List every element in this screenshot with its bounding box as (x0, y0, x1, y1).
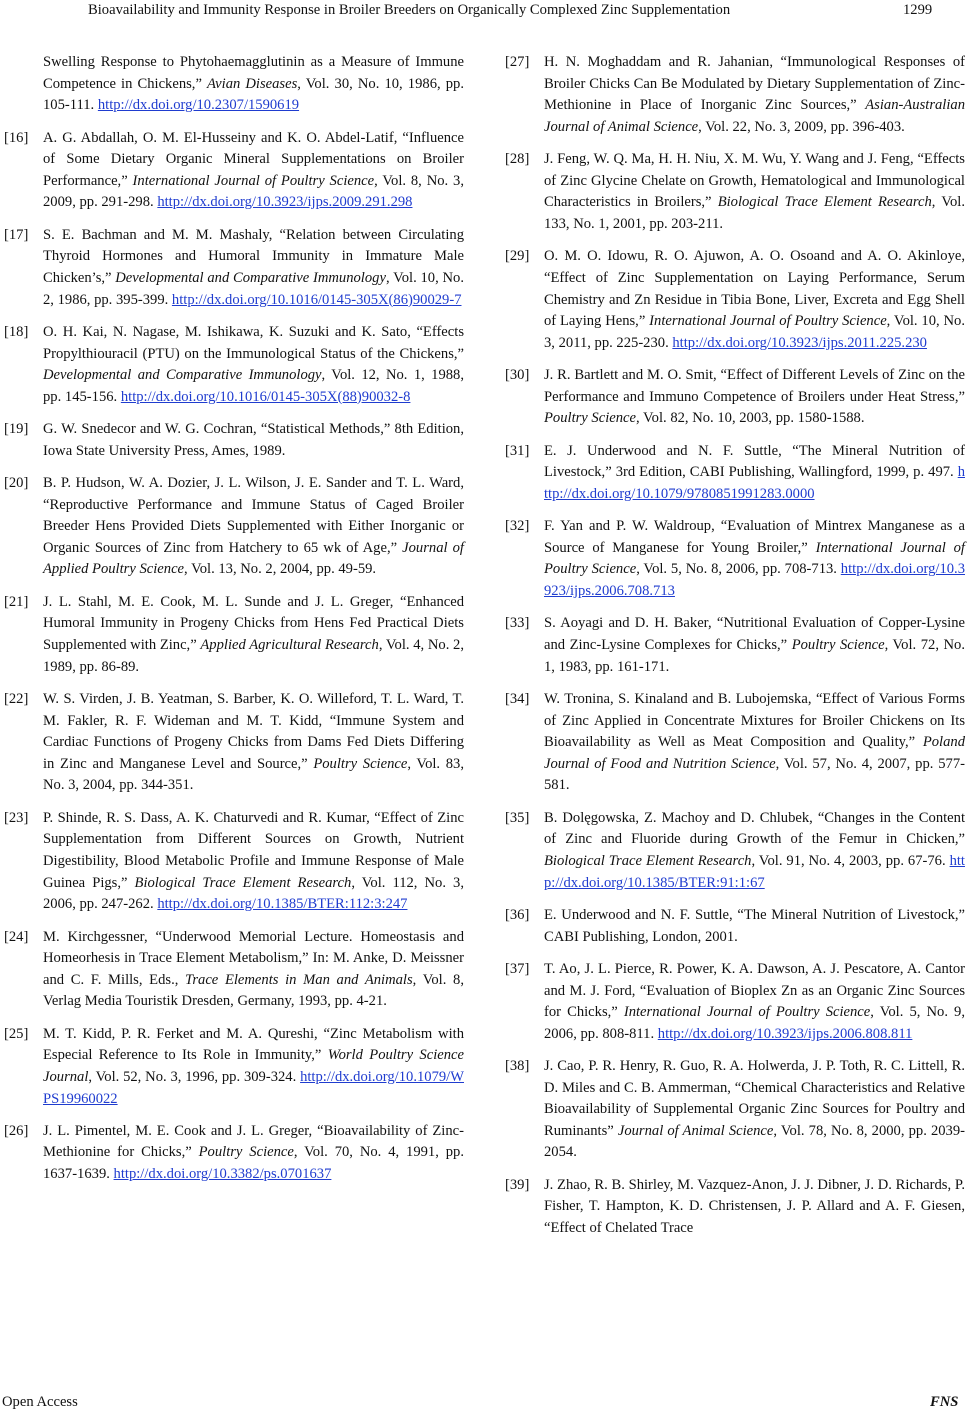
reference-text: , Vol. 8, No. 3, 2009, pp. 291-298. (43, 172, 464, 211)
reference-number: [32] (505, 518, 530, 535)
reference-text: H. N. Moghaddam and R. Jahanian, “Immunological Responses of Broiler Chicks Can Be Modulated by Dietary Supplementation of Zinc-Methionine in Place of Inorganic Zinc Sources,” (544, 54, 965, 114)
reference-number: [39] (505, 1176, 530, 1193)
reference-entry (4, 128, 464, 214)
reference-text: W. Tronina, S. Kinaland and B. Lubojemska, “Effect of Various Forms of Zinc Applied in Concentrate Mixtures for Broiler Chickens on Its Bioavailability as Well as Meat Composition and Quality,” (544, 691, 965, 751)
reference-text: , Vol. 8, Verlag Media Touristik Dresden, Germany, 1993, pp. 4-21. (43, 971, 464, 1010)
reference-text: P. Shinde, R. S. Dass, A. K. Chaturvedi and R. Kumar, “Effect of Zinc Supplementation from Different Sources on Growth, Nutrient Digestibility, Blood Metabolic Profile and Immune Response of Male Guinea Pigs,” (43, 809, 464, 891)
reference-entry (505, 246, 965, 354)
reference-source-title: Journal of Animal Science (617, 1122, 774, 1139)
reference-source-title: Poultry Science (544, 410, 636, 427)
reference-text: S. Aoyagi and D. H. Baker, “Nutritional Evaluation of Copper-Lysine and Zinc-Lysine Complexes for Chicks,” (544, 615, 965, 654)
reference-entry (505, 808, 965, 894)
reference-source-title: International Journal of Poultry Science (649, 313, 887, 330)
reference-source-title: International Journal of Poultry Science (623, 1004, 871, 1021)
reference-text: O. M. O. Idowu, R. O. Ajuwon, A. O. Osoand and A. O. Akinloye, “Effect of Zinc Supplementation on Laying Performance, Serum Chemistry and Zn Residue in Tibia Bone, Liver, Excreta and Egg Shell of Laying Hens,” (544, 248, 965, 330)
reference-entry (4, 1121, 464, 1186)
reference-number: [29] (505, 248, 530, 265)
reference-number: [28] (505, 151, 530, 168)
reference-source-title: Avian Diseases (207, 75, 298, 92)
reference-entry (4, 808, 464, 916)
reference-source-title: Poultry Science (791, 637, 885, 654)
reference-entry (4, 52, 464, 117)
doi-link[interactable]: http://dx.doi.org/10.1016/0145-305X(88)90032-8 (120, 388, 411, 405)
reference-number: [18] (4, 323, 29, 340)
reference-text: M. T. Kidd, P. R. Ferket and M. A. Qureshi, “Zinc Metabolism with Especial Reference to Its Role in Immunity,” (43, 1025, 464, 1064)
doi-link[interactable]: http://dx.doi.org/10.1016/0145-305X(86)90029-7 (171, 291, 462, 308)
open-access-label: Open Access (2, 1394, 78, 1410)
doi-link[interactable]: http://dx.doi.org/10.3923/ijps.2009.291.298 (157, 194, 413, 211)
journal-abbreviation: FNS (930, 1394, 959, 1410)
references-right-column (505, 52, 965, 1250)
reference-text: , Vol. 5, No. 9, 2006, pp. 808-811. (544, 1004, 965, 1042)
reference-text: E. Underwood and N. F. Suttle, “The Mineral Nutrition of Livestock,” CABI Publishing, London, 2001. (544, 906, 965, 945)
reference-number: [27] (505, 54, 530, 70)
reference-text: G. W. Snedecor and W. G. Cochran, “Statistical Methods,” 8th Edition, Iowa State University Press, Ames, 1989. (43, 421, 464, 459)
reference-source-title: Biological Trace Element Research (134, 874, 352, 891)
reference-number: [26] (4, 1122, 29, 1139)
reference-entry (505, 441, 965, 506)
reference-entry (505, 516, 965, 602)
reference-text: , Vol. 112, No. 3, 2006, pp. 247-262. (43, 874, 464, 913)
reference-text: M. Kirchgessner, “Underwood Memorial Lecture. Homeostasis and Homeorhesis in Trace Element Metabolism,” In: M. Anke, D. Meissner and C. F. Mills, Eds., (43, 928, 464, 988)
reference-text: B. P. Hudson, W. A. Dozier, J. L. Wilson, J. E. Sander and T. L. Ward, “Reproductive Performance and Immune Status of Caged Broiler Breeder Hens Provided Diets Supplemented with Either Inorganic or Organic Sources of Zinc from Hatchery to 65 wk of Age,” (43, 475, 464, 556)
reference-text: , Vol. 72, No. 1, 1983, pp. 161-171. (544, 637, 965, 675)
reference-entry (4, 592, 464, 678)
reference-text: F. Yan and P. W. Waldroup, “Evaluation of Mintrex Manganese as a Source of Manganese for Young Broiler,” (544, 518, 965, 556)
reference-entry (4, 225, 464, 311)
reference-entry (505, 905, 965, 948)
reference-number: [16] (4, 129, 29, 146)
reference-text: J. R. Bartlett and M. O. Smit, “Effect of Different Levels of Zinc on the Performance and Immuno Competence of Broilers under Heat Stress,” (544, 367, 965, 405)
reference-number: [30] (505, 367, 530, 384)
reference-number: [37] (505, 960, 530, 977)
page-footer (0, 1392, 968, 1414)
reference-entry (505, 959, 965, 1045)
reference-text: , Vol. 10, No. 2, 1986, pp. 395-399. (43, 269, 464, 308)
reference-text: J. L. Stahl, M. E. Cook, M. L. Sunde and J. L. Greger, “Enhanced Humoral Immunity in Progeny Chicks from Hens Fed Practical Diets Supplemented with Zinc,” (43, 593, 464, 654)
doi-link[interactable]: http://dx.doi.org/10.1385/BTER:112:3:247 (157, 896, 408, 913)
reference-text: E. J. Underwood and N. F. Suttle, “The Mineral Nutrition of Livestock,” 3rd Edition, CABI Publishing, Wallingford, 1999, p. 497. (544, 442, 965, 481)
reference-entry (4, 473, 464, 581)
reference-number: [23] (4, 809, 29, 826)
reference-text: B. Dolęgowska, Z. Machoy and D. Chlubek, “Changes in the Content of Zinc and Fluoride during Growth of the Femur in Chicken,” (544, 809, 965, 848)
reference-text: , Vol. 52, No. 3, 1996, pp. 309-324. (88, 1068, 301, 1085)
reference-text: Swelling Response to Phytohaemagglutinin as a Measure of Immune Competence in Chickens,” (43, 54, 464, 92)
doi-link[interactable]: http://dx.doi.org/10.3923/ijps.2006.808.811 (657, 1025, 913, 1042)
reference-number: [38] (505, 1058, 530, 1075)
doi-link[interactable]: http://dx.doi.org/10.1079/WPS19960022 (43, 1068, 464, 1107)
reference-source-title: International Journal of Poultry Science (132, 172, 375, 189)
reference-text: , Vol. 10, No. 3, 2011, pp. 225-230. (544, 313, 965, 351)
references-left-column (4, 52, 464, 1196)
reference-source-title: Applied Agricultural Research (200, 637, 379, 654)
reference-number: [33] (505, 615, 530, 632)
reference-text: J. L. Pimentel, M. E. Cook and J. L. Greger, “Bioavailability of Zinc-Methionine for Chicks,” (43, 1122, 464, 1161)
reference-text: , Vol. 5, No. 8, 2006, pp. 708-713. (636, 561, 841, 578)
reference-text: , Vol. 70, No. 4, 1991, pp. 1637-1639. (43, 1144, 465, 1183)
reference-number: [17] (4, 226, 29, 243)
reference-text: S. E. Bachman and M. M. Mashaly, “Relation between Circulating Thyroid Hormones and Humoral Immunity in Immature Male Chicken’s,” (43, 226, 464, 286)
reference-source-title: Poland Journal of Food and Nutrition Science (544, 734, 965, 772)
reference-text: , Vol. 82, No. 10, 2003, pp. 1580-1588. (635, 410, 865, 427)
reference-text: A. G. Abdallah, O. M. El-Husseiny and K. O. Abdel-Latif, “Influence of Some Dietary Organic Mineral Supplementations on Broiler Performance,” (43, 129, 464, 189)
reference-source-title: Poultry Science (313, 755, 408, 772)
reference-number: [24] (4, 928, 29, 945)
reference-entry (505, 613, 965, 678)
reference-number: [31] (505, 442, 530, 459)
reference-entry (505, 52, 965, 138)
doi-link[interactable]: http://dx.doi.org/10.3382/ps.0701637 (113, 1166, 332, 1183)
reference-source-title: Asian-Australian Journal of Animal Science (544, 97, 965, 135)
reference-text: J. Cao, P. R. Henry, R. Guo, R. A. Holwerda, J. P. Toth, R. C. Littell, R. D. Miles and C. B. Ammerman, “Chemical Characteristics and Relative Bioavailability of Supplemental Organic Zinc Sources for Poultry and Ruminants” (544, 1058, 965, 1139)
doi-link[interactable]: http://dx.doi.org/10.2307/1590619 (97, 97, 300, 114)
reference-text: J. Feng, W. Q. Ma, H. H. Niu, X. M. Wu, Y. Wang and J. Feng, “Effects of Zinc Glycine Chelate on Growth, Hematological and Immunological Characteristics in Broilers,” (544, 151, 965, 211)
reference-source-title: Biological Trace Element Research (717, 194, 932, 211)
reference-entry (505, 149, 965, 235)
reference-text: , Vol. 12, No. 1, 1988, pp. 145-156. (43, 367, 464, 405)
reference-entry (4, 689, 464, 797)
reference-entry (4, 1024, 464, 1110)
doi-link[interactable]: http://dx.doi.org/10.1079/9780851991283.0000 (544, 464, 965, 502)
reference-text: , Vol. 91, No. 4, 2003, pp. 67-76. (751, 852, 950, 869)
reference-text: T. Ao, J. L. Pierce, R. Power, K. A. Dawson, A. J. Pescatore, A. Cantor and M. J. Ford, “Evaluation of Bioplex Zn as an Organic Zinc Sources for Chicks,” (544, 960, 965, 1021)
reference-source-title: Journal of Applied Poultry Science (43, 539, 464, 578)
reference-number: [19] (4, 421, 29, 438)
reference-number: [21] (4, 593, 29, 610)
reference-number: [20] (4, 475, 29, 492)
reference-text: , Vol. 30, No. 10, 1986, pp. 105-111. (43, 75, 464, 114)
reference-text: , Vol. 57, No. 4, 2007, pp. 577-581. (544, 755, 965, 794)
reference-source-title: Developmental and Comparative Immunology (115, 269, 386, 286)
reference-source-title: Developmental and Comparative Immunology (43, 367, 322, 384)
reference-source-title: World Poultry Science Journal (43, 1047, 464, 1085)
reference-entry (4, 322, 464, 408)
doi-link[interactable]: http://dx.doi.org/10.3923/ijps.2011.225.230 (672, 334, 927, 351)
doi-link[interactable]: http://dx.doi.org/10.3923/ijps.2006.708.713 (544, 561, 965, 600)
reference-entry (505, 689, 965, 797)
running-title: Bioavailability and Immunity Response in Broiler Breeders on Organically Complexed Zinc Supplementation (88, 2, 731, 18)
reference-text: O. H. Kai, N. Nagase, M. Ishikawa, K. Suzuki and K. Sato, “Effects Propylthiouracil (PTU) on the Immunological Status of the Chickens,” (43, 323, 464, 362)
reference-text: , Vol. 13, No. 2, 2004, pp. 49-59. (184, 561, 377, 578)
reference-text: , Vol. 78, No. 8, 2000, pp. 2039-2054. (544, 1122, 966, 1161)
reference-entry (4, 419, 464, 462)
reference-text: , Vol. 83, No. 3, 2004, pp. 344-351. (43, 755, 464, 794)
reference-text: , Vol. 4, No. 2, 1989, pp. 86-89. (43, 637, 464, 675)
reference-source-title: Trace Elements in Man and Animals (185, 971, 413, 988)
reference-entry (505, 365, 965, 430)
reference-number: [25] (4, 1025, 29, 1042)
reference-source-title: Poultry Science (198, 1144, 294, 1161)
reference-source-title: International Journal of Poultry Science (544, 539, 965, 578)
reference-number: [36] (505, 906, 530, 923)
reference-entry (4, 927, 464, 1013)
reference-number: [34] (505, 691, 530, 708)
reference-text: J. Zhao, R. B. Shirley, M. Vazquez-Anon, J. J. Dibner, J. D. Richards, P. Fisher, T. Hampton, K. D. Christensen, J. P. Allard and A. F. Giesen, “Effect of Chelated Trace (544, 1176, 965, 1237)
reference-text: , Vol. 133, No. 1, 2001, pp. 203-211. (544, 194, 965, 232)
reference-text: , Vol. 22, No. 3, 2009, pp. 396-403. (698, 118, 905, 135)
reference-entry (505, 1175, 965, 1240)
reference-text: W. S. Virden, J. B. Yeatman, S. Barber, K. O. Willeford, T. L. Ward, T. M. Fakler, R. F. Wideman and M. T. Kidd, “Immune System and Cardiac Functions of Progeny Chicks from Dams Fed Diets Differing in Zinc and Manganese Level and Source,” (43, 691, 464, 772)
running-header (0, 0, 968, 24)
reference-source-title: Biological Trace Element Research (544, 852, 752, 869)
reference-entry (505, 1056, 965, 1164)
reference-number: [35] (505, 809, 530, 826)
reference-number: [22] (4, 691, 29, 708)
doi-link[interactable]: http://dx.doi.org/10.1385/BTER:91:1:67 (544, 852, 965, 891)
page-number: 1299 (903, 2, 933, 18)
